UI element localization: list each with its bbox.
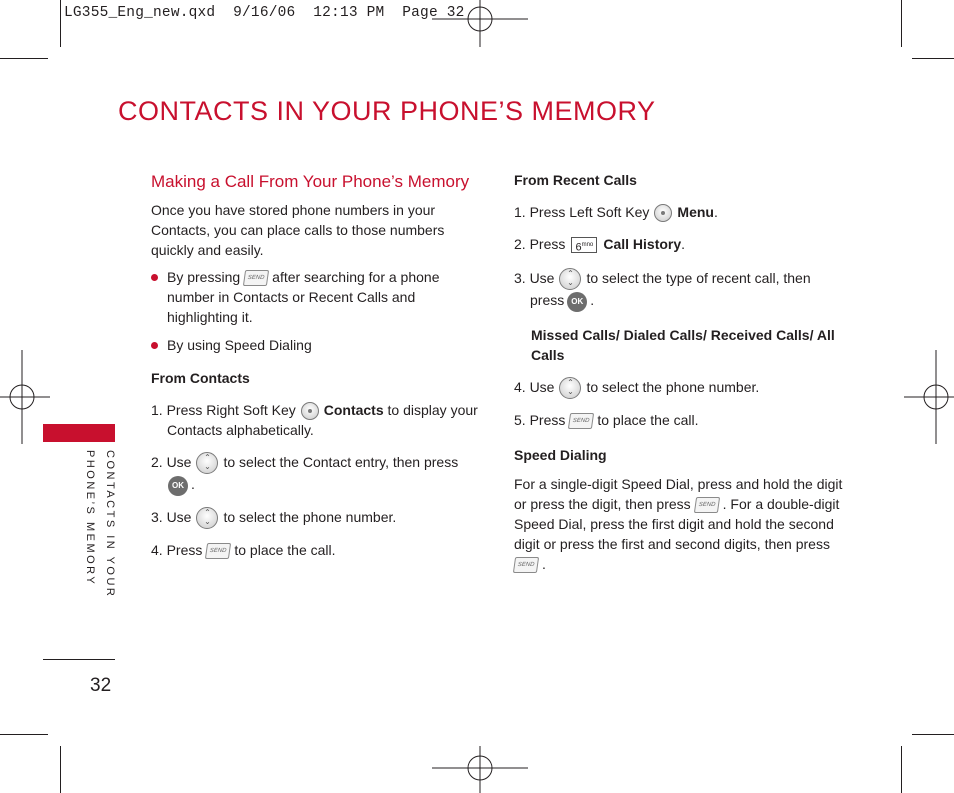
list-item: By pressing SEND after searching for a phone number in Contacts or Recent Calls and highlighting it. xyxy=(151,267,497,327)
step-1: 1. Press Left Soft Key Menu. xyxy=(514,202,718,222)
crop-mark xyxy=(0,734,48,735)
crop-mark xyxy=(912,58,954,59)
page-number: 32 xyxy=(90,675,112,696)
subheading-speed-dialing: Speed Dialing xyxy=(514,447,607,463)
crop-mark xyxy=(912,734,954,735)
soft-key-icon xyxy=(654,204,672,222)
file-slug: LG355_Eng_new.qxd 9/16/06 12:13 PM Page 32 xyxy=(64,5,465,21)
step-2: 2. Use ⌃ ⌄ to select the Contact entry, then press OK . xyxy=(151,452,491,496)
subheading-from-contacts: From Contacts xyxy=(151,370,250,386)
send-key-icon: SEND xyxy=(568,413,594,429)
registration-mark-icon xyxy=(904,350,954,444)
side-tab-label: CONTACTS IN YOUR PHONE’S MEMORY xyxy=(84,450,116,599)
number-key-icon: $6^{mno}$ xyxy=(571,237,597,253)
speed-dialing-paragraph: For a single-digit Speed Dial, press and hold the digit or press the digit, then press SEND . For a double-digit Speed Dial, press the first digit and hold the second digit or press the first and second digits, then press SEND . xyxy=(514,476,843,572)
intro-paragraph: Once you have stored phone numbers in your Contacts, you can place calls to those numbers quickly and easily. xyxy=(151,202,445,258)
send-key-icon: SEND xyxy=(513,557,539,573)
step-3: 3. Use ⌃ ⌄ to select the phone number. xyxy=(151,507,396,529)
call-type-options: Missed Calls/ Dialed Calls/ Received Calls/ All Calls xyxy=(531,327,835,363)
ok-key-icon: OK xyxy=(567,292,587,312)
step-1: 1. Press Right Soft Key Contacts to display your Contacts alphabetically. xyxy=(151,402,478,439)
send-key-icon: SEND xyxy=(205,543,231,559)
crop-mark xyxy=(60,746,61,793)
section-heading: Making a Call From Your Phone’s Memory xyxy=(151,172,470,191)
navigation-key-icon: ⌃ ⌄ xyxy=(196,452,218,474)
soft-key-icon xyxy=(301,402,319,420)
divider xyxy=(43,659,115,660)
step-3: 3. Use ⌃ ⌄ to select the type of recent call, then press OK . xyxy=(514,268,854,312)
step-5: 5. Press SEND to place the call. xyxy=(514,412,699,428)
step-4: 4. Press SEND to place the call. xyxy=(151,542,336,558)
send-key-icon: SEND xyxy=(694,497,720,513)
ok-key-icon: OK xyxy=(168,476,188,496)
section-tab xyxy=(43,424,115,442)
registration-mark-icon xyxy=(432,746,528,793)
navigation-key-icon: ⌃ ⌄ xyxy=(196,507,218,529)
step-4: 4. Use ⌃ ⌄ to select the phone number. xyxy=(514,377,759,399)
page-title: CONTACTS IN YOUR PHONE’S MEMORY xyxy=(118,96,656,126)
bullet-icon xyxy=(151,274,158,281)
crop-mark xyxy=(60,0,61,47)
crop-mark xyxy=(901,746,902,793)
send-key-icon: SEND xyxy=(243,270,269,286)
bullet-icon xyxy=(151,342,158,349)
subheading-from-recent-calls: From Recent Calls xyxy=(514,172,637,188)
crop-mark xyxy=(0,58,48,59)
list-item: By using Speed Dialing xyxy=(151,335,497,355)
navigation-key-icon: ⌃ ⌄ xyxy=(559,377,581,399)
crop-mark xyxy=(901,0,902,47)
navigation-key-icon: ⌃ ⌄ xyxy=(559,268,581,290)
step-2: 2. Press $6^{mno}$ Call History. xyxy=(514,236,686,254)
